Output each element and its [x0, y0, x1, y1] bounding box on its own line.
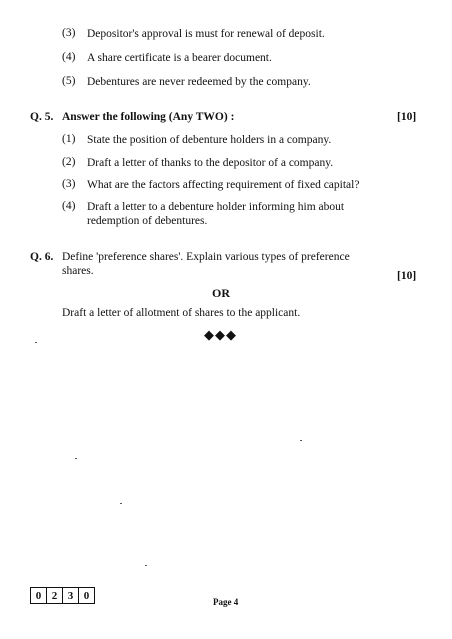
- question-text: Define 'preference shares'. Explain various types of preference: [62, 251, 350, 263]
- marks-label: [10]: [397, 111, 417, 123]
- item-number: (4): [62, 200, 76, 212]
- item-text: Draft a letter of thanks to the depositor of a company.: [87, 157, 334, 169]
- item-text-continuation: redemption of debentures.: [87, 215, 208, 227]
- item-number: (3): [62, 27, 76, 39]
- paper-code-digit: 3: [63, 588, 79, 603]
- marks-label: [10]: [397, 270, 417, 282]
- item-text: Depositor's approval is must for renewal of deposit.: [87, 28, 325, 40]
- question-text-continuation: shares.: [62, 265, 94, 277]
- question-label: Q. 5.: [30, 111, 54, 123]
- item-number: (2): [62, 156, 76, 168]
- scan-speck: [120, 503, 122, 504]
- paper-code-box: [30, 587, 95, 604]
- question-label: Q. 6.: [30, 251, 54, 263]
- item-text: State the position of debenture holders in a company.: [87, 134, 332, 146]
- paper-code-digit: 0: [31, 588, 47, 603]
- item-text: Draft a letter to a debenture holder informing him about: [87, 201, 345, 213]
- item-number: (1): [62, 133, 76, 145]
- divider-diamonds: ◆◆◆: [204, 328, 237, 343]
- item-number: (5): [62, 75, 76, 87]
- question-heading: Answer the following (Any TWO) :: [62, 111, 235, 123]
- scan-speck: [75, 458, 77, 459]
- paper-code-digit: 0: [83, 589, 90, 602]
- item-number: (3): [62, 178, 76, 190]
- or-separator: OR: [212, 286, 230, 300]
- item-text: What are the factors affecting requirement of fixed capital?: [87, 179, 360, 191]
- question-alternative: Draft a letter of allotment of shares to the applicant.: [62, 307, 301, 319]
- item-text: Debentures are never redeemed by the company.: [87, 76, 311, 88]
- item-text: A share certificate is a bearer document.: [87, 52, 272, 64]
- item-number: (4): [62, 51, 76, 63]
- scan-speck: [145, 565, 147, 566]
- scan-speck: [300, 440, 302, 441]
- scan-speck: [35, 342, 37, 343]
- page-number: Page 4: [213, 597, 239, 607]
- paper-code-digit: 2: [47, 588, 63, 603]
